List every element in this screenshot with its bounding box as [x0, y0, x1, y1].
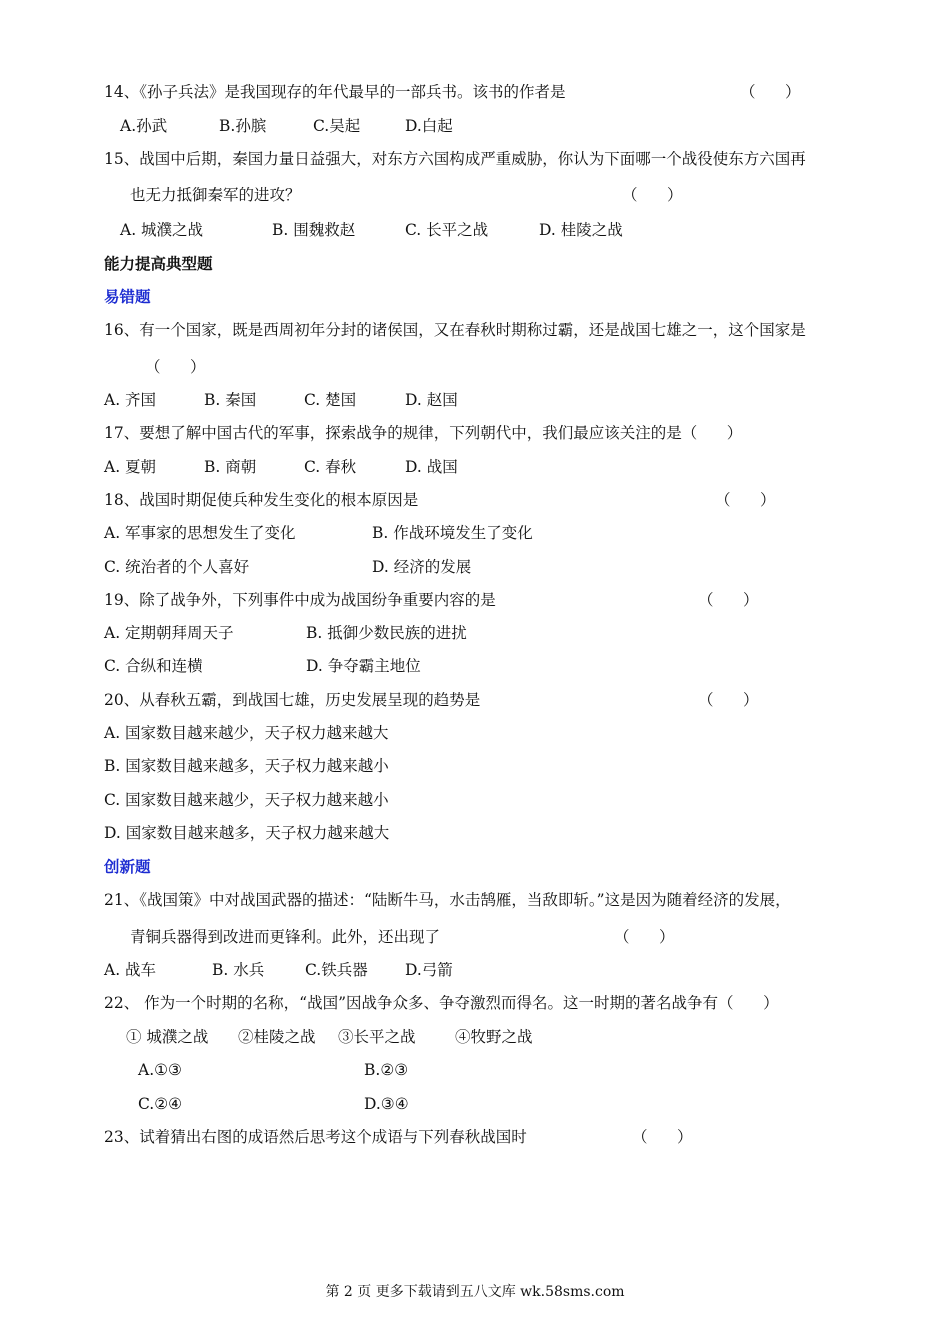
q22-item-4: ④牧野之战 — [455, 1028, 533, 1046]
q15-option-b: B. 围魏救赵 — [272, 221, 356, 239]
q14-option-c: C.吴起 — [313, 117, 361, 135]
q18-answer-paren: （ ） — [715, 491, 776, 509]
q16-option-a: A. 齐国 — [104, 391, 157, 409]
page-footer: 第 2 页 更多下载请到五八文库 wk.58sms.com — [325, 1284, 625, 1300]
q22-item-2: ②桂陵之战 — [238, 1028, 316, 1046]
q14-option-d: D.白起 — [405, 117, 453, 135]
heading-error-prone: 易错题 — [104, 288, 151, 306]
q20-option-d: D. 国家数目越来越多，天子权力越来越大 — [104, 824, 390, 842]
q21-option-d: D.弓箭 — [405, 961, 453, 979]
q19-stem: 19、除了战争外，下列事件中成为战国纷争重要内容的是 — [104, 591, 496, 609]
q20-answer-paren: （ ） — [698, 691, 759, 709]
q21-option-b: B. 水兵 — [212, 961, 265, 979]
q22-item-1: ① 城濮之战 — [126, 1028, 209, 1046]
q20-option-a: A. 国家数目越来越少，天子权力越来越大 — [104, 724, 389, 742]
q17-option-a: A. 夏朝 — [104, 458, 157, 476]
q16-option-b: B. 秦国 — [204, 391, 257, 409]
q22-option-d: D.③④ — [364, 1095, 409, 1113]
q22-stem: 22、 作为一个时期的名称，“战国”因战争众多、争夺激烈而得名。这一时期的著名战争有（ ） — [104, 994, 779, 1012]
q22-item-3: ③长平之战 — [338, 1028, 416, 1046]
q22-option-b: B.②③ — [364, 1061, 409, 1079]
q16-option-d: D. 赵国 — [405, 391, 458, 409]
q22-option-c: C.②④ — [138, 1095, 183, 1113]
q16-option-c: C. 楚国 — [304, 391, 357, 409]
q22-option-a: A.①③ — [138, 1061, 182, 1079]
q21-answer-paren: （ ） — [614, 928, 675, 946]
q19-option-a: A. 定期朝拜周天子 — [104, 624, 234, 642]
q18-stem: 18、战国时期促使兵种发生变化的根本原因是 — [104, 491, 419, 509]
q21-option-c: C.铁兵器 — [305, 961, 368, 979]
q15-option-d: D. 桂陵之战 — [539, 221, 623, 239]
q17-option-b: B. 商朝 — [204, 458, 257, 476]
q20-option-b: B. 国家数目越来越多，天子权力越来越小 — [104, 757, 389, 775]
q20-stem: 20、从春秋五霸，到战国七雄，历史发展呈现的趋势是 — [104, 691, 481, 709]
q20-option-c: C. 国家数目越来越少，天子权力越来越小 — [104, 791, 389, 809]
q17-option-c: C. 春秋 — [304, 458, 357, 476]
q23-answer-paren: （ ） — [632, 1128, 693, 1146]
q19-option-b: B. 抵御少数民族的进扰 — [306, 624, 467, 642]
q15-answer-paren: （ ） — [622, 186, 683, 204]
q15-option-c: C. 长平之战 — [405, 221, 489, 239]
q15-option-a: A. 城濮之战 — [120, 221, 204, 239]
q14-stem: 14、《孙子兵法》是我国现存的年代最早的一部兵书。该书的作者是 — [104, 83, 566, 101]
q18-option-a: A. 军事家的思想发生了变化 — [104, 524, 296, 542]
q15-stem: 15、战国中后期，秦国力量日益强大，对东方六国构成严重威胁，你认为下面哪一个战役使东方六国再 — [104, 150, 806, 168]
q17-option-d: D. 战国 — [405, 458, 458, 476]
q18-option-b: B. 作战环境发生了变化 — [372, 524, 533, 542]
q17-stem: 17、要想了解中国古代的军事，探索战争的规律，下列朝代中，我们最应该关注的是（ ） — [104, 424, 743, 442]
heading-innovation: 创新题 — [104, 858, 151, 876]
q14-option-a: A.孙武 — [120, 117, 168, 135]
q15-stem-cont: 也无力抵御秦军的进攻？ — [130, 186, 301, 204]
q21-option-a: A. 战车 — [104, 961, 157, 979]
heading-ability: 能力提高典型题 — [104, 255, 213, 273]
q14-answer-paren: （ ） — [740, 83, 801, 101]
q19-option-d: D. 争夺霸主地位 — [306, 657, 421, 675]
q18-option-c: C. 统治者的个人喜好 — [104, 558, 250, 576]
q19-option-c: C. 合纵和连横 — [104, 657, 203, 675]
q19-answer-paren: （ ） — [698, 591, 759, 609]
q14-option-b: B.孙膑 — [219, 117, 267, 135]
q18-option-d: D. 经济的发展 — [372, 558, 472, 576]
q16-answer-paren: （ ） — [145, 358, 206, 376]
q21-stem: 21、《战国策》中对战国武器的描述：“陆断牛马，水击鹄雁，当敌即斩。”这是因为随着经济的发展， — [104, 891, 791, 909]
q23-stem: 23、试着猜出右图的成语然后思考这个成语与下列春秋战国时 — [104, 1128, 527, 1146]
q16-stem: 16、有一个国家，既是西周初年分封的诸侯国，又在春秋时期称过霸，还是战国七雄之一，这个国家是 — [104, 321, 806, 339]
q21-stem-cont: 青铜兵器得到改进而更锋利。此外，还出现了 — [130, 928, 441, 946]
